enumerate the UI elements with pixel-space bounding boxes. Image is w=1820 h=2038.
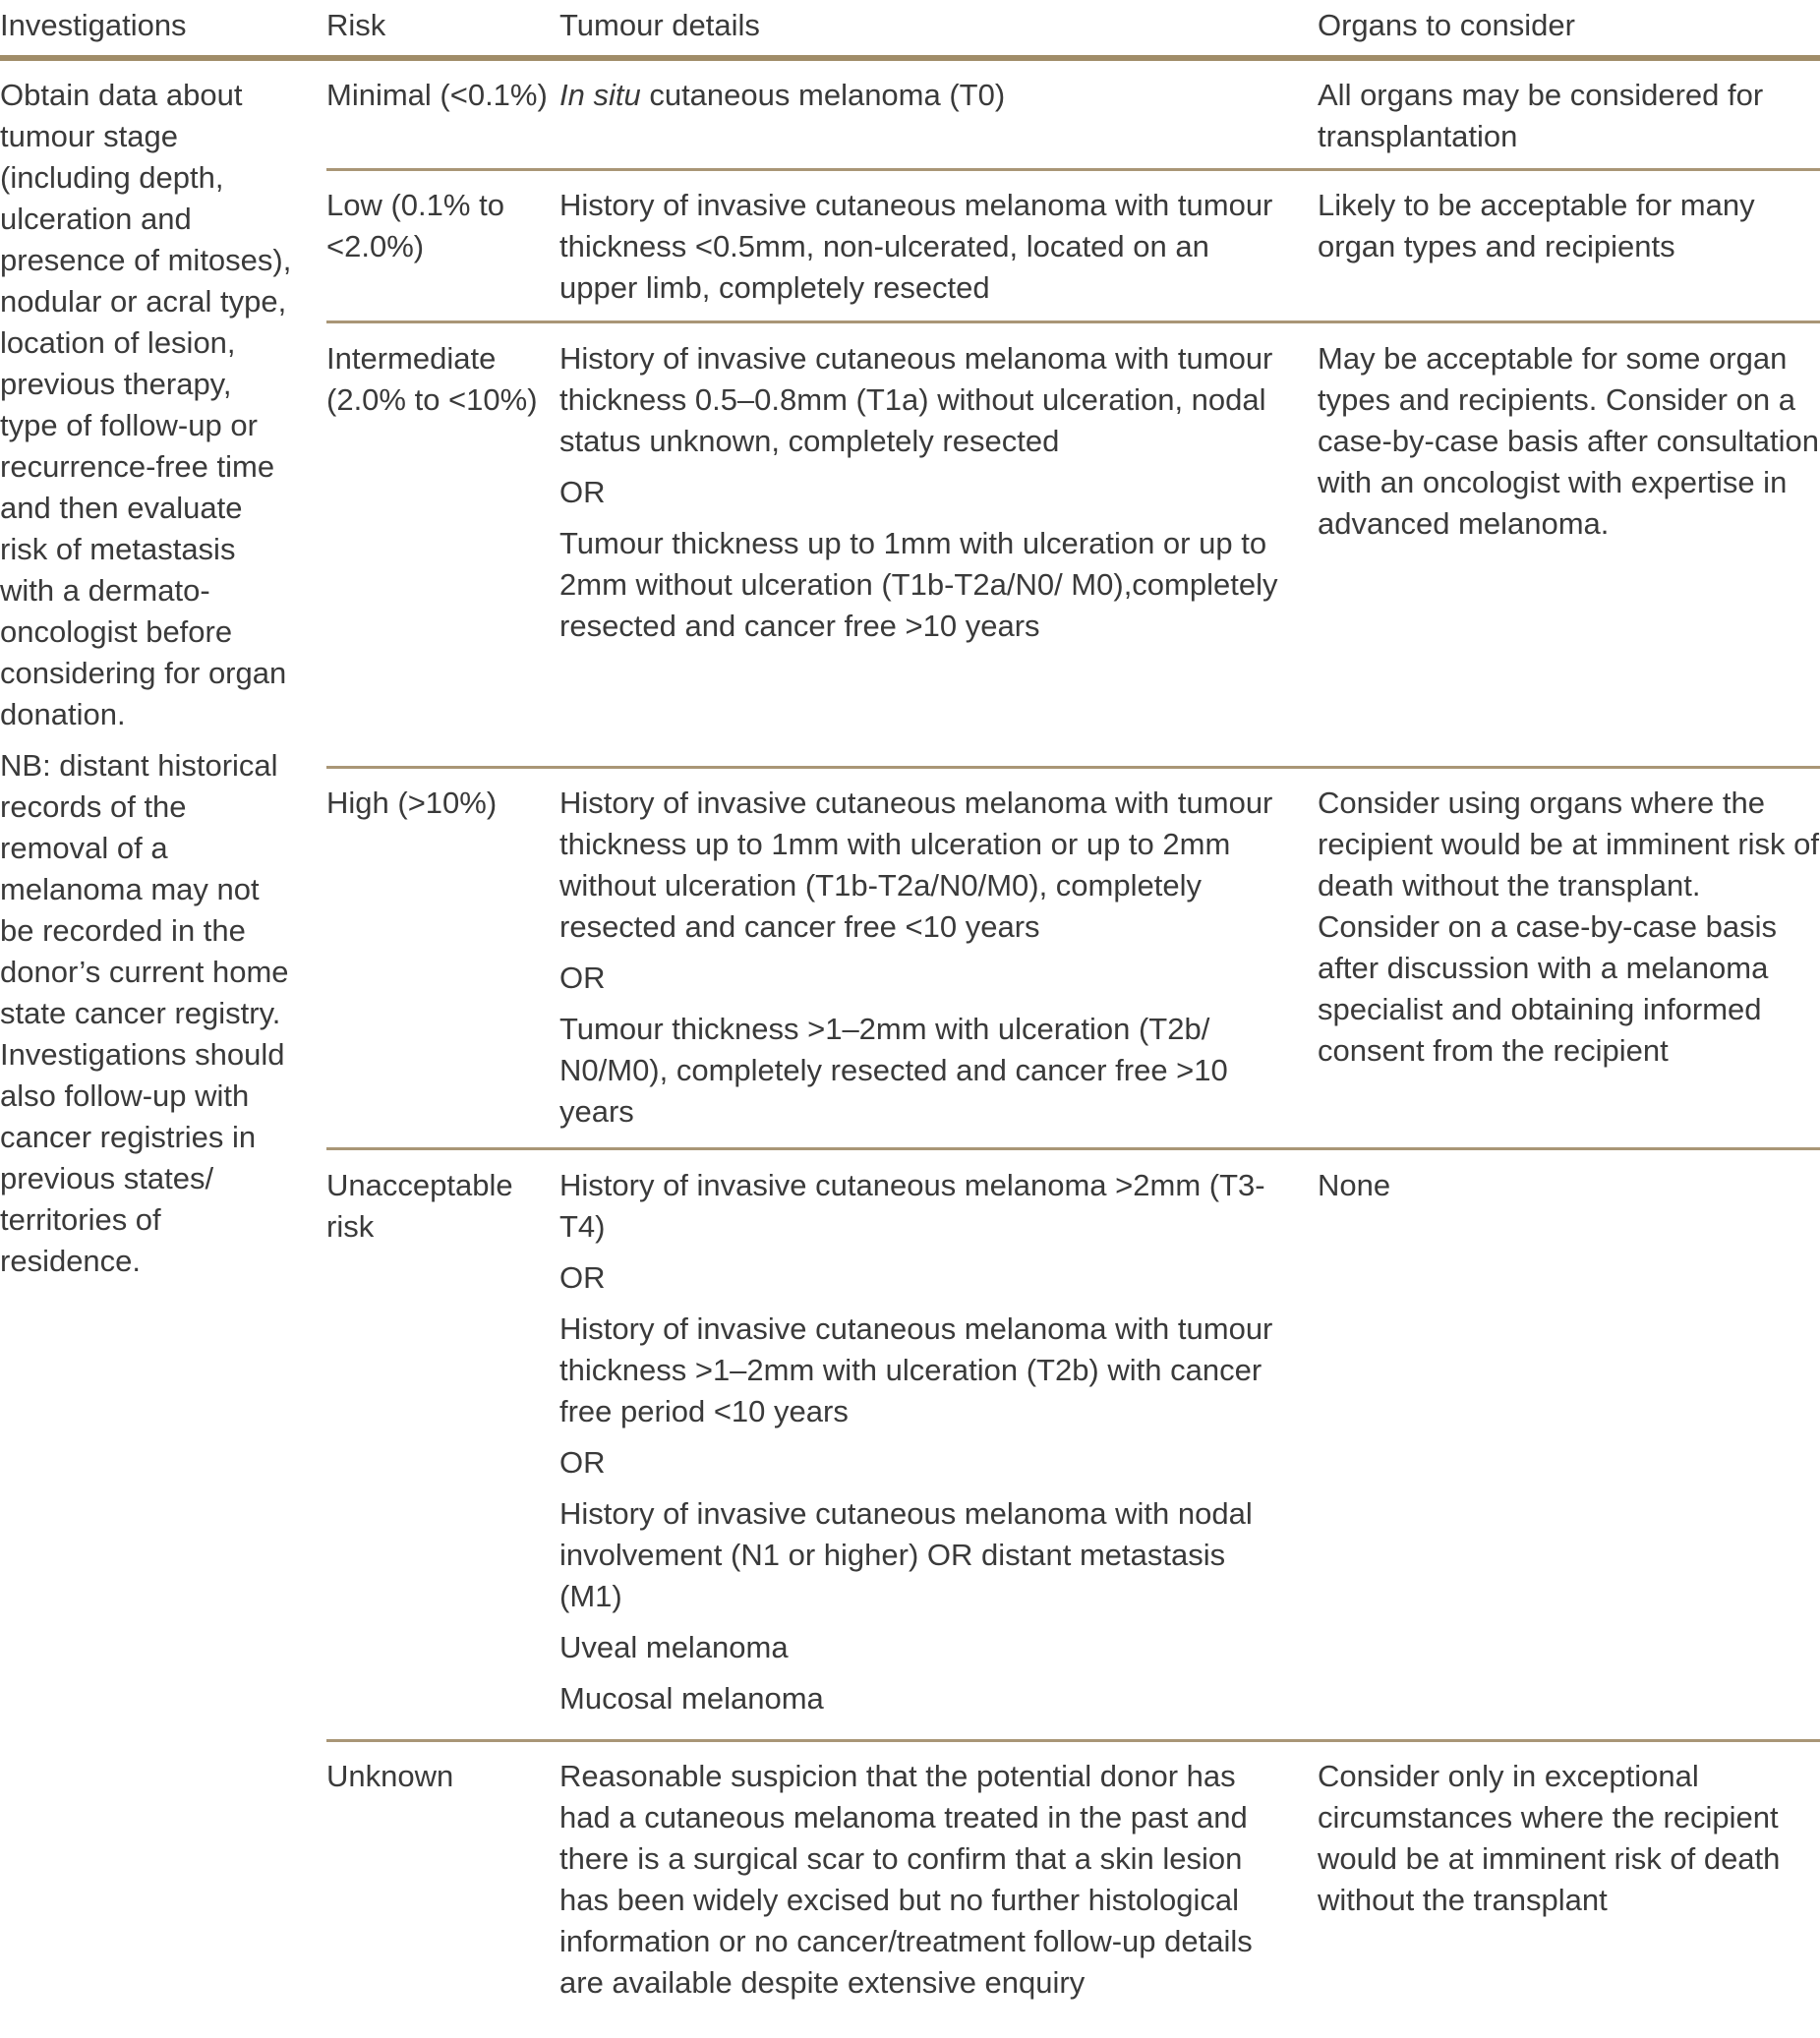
organs-unacceptable: None [1318,1168,1391,1202]
header-organs: Organs to consider [1318,8,1575,42]
risk-unacceptable: Unacceptable risk [326,1168,513,1244]
risk-high: High (>10%) [326,786,498,820]
risk-unknown: Unknown [326,1759,454,1793]
row-divider [326,1147,1820,1150]
tumour-paragraph: History of invasive cutaneous melanoma with tumour thickness up to 1mm with ulceration or up to 2mm without ulceration (T1b-T2a/N0/M0), completely resected and cancer free <10 years [559,786,1273,944]
header-tumour-details: Tumour details [559,8,760,42]
row-divider [326,320,1820,323]
tumour-paragraph: History of invasive cutaneous melanoma with tumour thickness 0.5–0.8mm (T1a) without ulceration, nodal status unknown, completely resected [559,341,1273,458]
or-separator: OR [559,961,606,995]
tumour-paragraph: Reasonable suspicion that the potential donor has had a cutaneous melanoma treated in the past and there is a surgical scar to confirm that a skin lesion has been widely excised but no further histological information or no cancer/treatment follow-up details are available despite extensive enquiry [559,1759,1253,2000]
or-separator: OR [559,1260,606,1295]
header-rule [0,55,1820,61]
tumour-intermediate [559,338,1287,657]
organs-low: Likely to be acceptable for many organ types and recipients [1318,188,1755,263]
tumour-paragraph: History of invasive cutaneous melanoma with tumour thickness <0.5mm, non-ulcerated, located on an upper limb, completely resected [559,188,1273,305]
investigations-note: NB: distant historical records of the removal of a melanoma may not be recorded in the donor’s current home state cancer registry. Investigations should also follow-up with cancer registries in previous states/ territories of residence. [0,748,289,1278]
risk-low: Low (0.1% to <2.0%) [326,188,504,263]
tumour-paragraph: Mucosal melanoma [559,1681,824,1716]
header-risk: Risk [326,8,386,42]
tumour-paragraph: Tumour thickness up to 1mm with ulceration or up to 2mm without ulceration (T1b-T2a/N0/ M0),completely resected and cancer free >10 years [559,526,1278,643]
tumour-low [559,185,1287,319]
row-divider [326,168,1820,171]
tumour-text: cutaneous melanoma (T0) [640,78,1006,112]
investigations-text: Obtain data about tumour stage (including depth, ulceration and presence of mitoses), nodular or acral type, location of lesion, previous therapy, type of follow-up or recurrence-free time and then evaluate risk of metastasis with a dermato-oncologist before considering for organ donation. [0,78,292,731]
tumour-unacceptable [559,1165,1287,1729]
tumour-paragraph: History of invasive cutaneous melanoma >2mm (T3-T4) [559,1168,1265,1244]
row-divider [326,766,1820,769]
tumour-paragraph: Tumour thickness >1–2mm with ulceration (T2b/ N0/M0), completely resected and cancer free >10 years [559,1012,1228,1129]
investigations-cell [0,75,295,1292]
risk-minimal: Minimal (<0.1%) [326,78,548,112]
tumour-high [559,783,1287,1142]
or-separator: OR [559,1445,606,1480]
organs-high: Consider using organs where the recipient would be at imminent risk of death without the transplant. Consider on a case-by-case basis after discussion with a melanoma specialist and obtaining informed consent from the recipient [1318,786,1820,1068]
tumour-paragraph: History of invasive cutaneous melanoma with tumour thickness >1–2mm with ulceration (T2b) with cancer free period <10 years [559,1311,1273,1428]
header-investigations: Investigations [0,8,187,42]
organs-intermediate: May be acceptable for some organ types and recipients. Consider on a case-by-case basis after consultation with an oncologist with expertise in advanced melanoma. [1318,341,1820,541]
organs-unknown: Consider only in exceptional circumstances where the recipient would be at imminent risk of death without the transplant [1318,1759,1781,1917]
or-separator: OR [559,475,606,509]
tumour-paragraph: History of invasive cutaneous melanoma with nodal involvement (N1 or higher) OR distant metastasis (M1) [559,1496,1253,1613]
row-divider [326,1739,1820,1742]
tumour-minimal [559,75,1287,116]
tumour-paragraph: Uveal melanoma [559,1630,789,1664]
tumour-italic: In situ [559,78,641,112]
risk-intermediate: Intermediate (2.0% to <10%) [326,341,538,417]
organs-minimal: All organs may be considered for transplantation [1318,78,1764,153]
tumour-unknown [559,1756,1287,2013]
